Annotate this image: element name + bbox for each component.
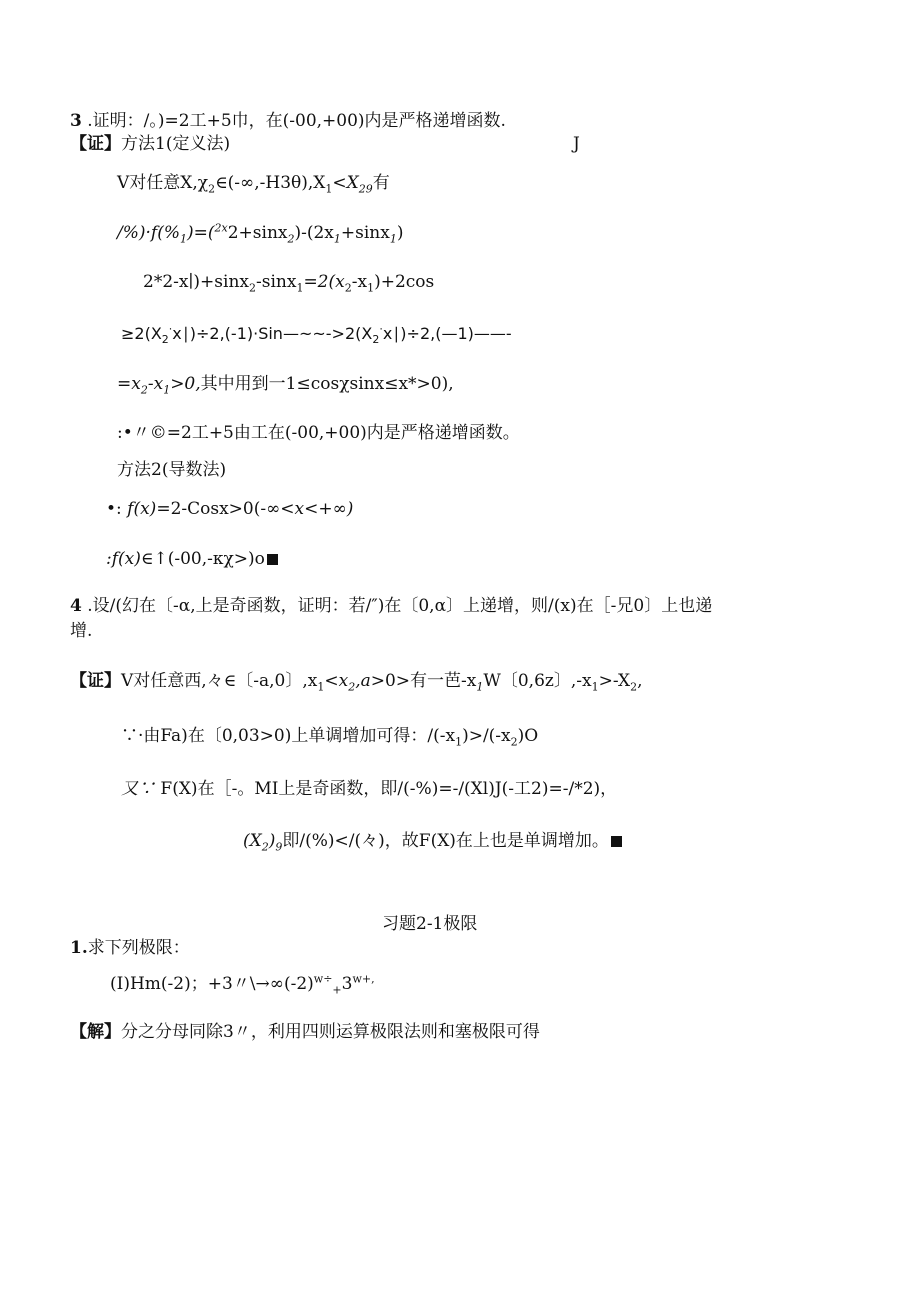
proof-line-5: $=x_2-x_1>0$,其中用到一1≤cosχsinx≤x*>0),: [117, 374, 454, 397]
method-2-heading: 方法2(导数法): [117, 460, 227, 480]
problem-number: 4: [70, 596, 82, 616]
proof-line-4: $\ge 2(X_2^\cdot x∣)\div 2,(-1)\cdot Sin—\sim\sim->2(X_2^\cdot x∣)\div 2,(—1)——-$: [121, 322, 512, 347]
exercise-1-solution: 【解】分之分母同除3〃，利用四则运算极限法则和塞极限可得: [70, 1022, 540, 1042]
derivative-line: •: f(x)=2-Cosx>0(-∞<x<+∞): [106, 499, 354, 519]
qed-square-icon: [611, 836, 622, 847]
proof-line-2: $/\%)\cdot f(\%_1)=(^{2x}2+\sin x_2)-(2x_1+\sin x_1)$: [117, 221, 404, 246]
method-label: 方法1(定义法): [121, 134, 231, 154]
problem-4-statement-cont: 增.: [70, 621, 93, 641]
margin-mark: J: [573, 134, 580, 154]
problem-4-proof-line-2: ∵·由Fa)在〔0,03>0)上单调增加可得：$/(-x_1)>/(-x_2)O$: [121, 726, 539, 749]
proof-line-3: $2*2-x∣)+\sin x_2-\sin x_1=2(x_2-x_1)+2\cos$: [143, 272, 435, 295]
problem-4-statement: [70, 595, 712, 617]
qed-square-icon: [267, 554, 278, 565]
proof-line-1: V对任意$X,\chi_2\in(-\infty,-H3\theta),X_1<X_{29}$有: [117, 173, 390, 196]
problem-4-proof-line-3: 又∵ F(X)在［-。MI上是奇函数，即/(-%)=-/(Xl)J(-工2)=-/*2)，: [121, 779, 618, 799]
proof-method-1-heading: [70, 133, 230, 155]
problem-3-statement: [70, 110, 506, 132]
proof-conclusion-1: :•〃©=2工+5由工在(-00,+00)内是严格递增函数。: [117, 423, 520, 443]
problem-text: .设/(幻在〔-α,上是奇函数，证明：若/″)在〔0,α〕上递增，则/(x)在［-兄0〕上也递: [87, 596, 713, 616]
problem-number: 3: [70, 111, 82, 131]
exercise-1-part-1: (I)Hm(-2)；+3〃$\backslash\to\infty(-2)^{w\div}_+3^{w+,}$: [110, 972, 375, 997]
solution-tag: 【解】: [70, 1022, 121, 1042]
problem-4-proof-line-1: 【证】V对任意西,々∈〔-a,0〕$,x_1<x_2,a>0>$有一芭$-x_1W$〔0,6z〕$,-x_1>-X_2$,: [70, 671, 643, 694]
derivative-conclusion: :f(x)∈↑(-00,-κχ>)o: [106, 548, 278, 570]
problem-4-conclusion: $(X_2)_9$即/(%)</(々)，故F(X)在上也是单调增加。: [243, 830, 622, 852]
exercise-1-heading: 1.求下列极限：: [70, 938, 190, 958]
proof-tag: 【证】: [70, 134, 121, 154]
section-title: 习题2-1极限: [382, 914, 478, 934]
problem-text: .证明：/。)=2工+5巾，在(-00,+00)内是严格递增函数.: [87, 111, 506, 131]
proof-tag: 【证】: [70, 671, 121, 691]
